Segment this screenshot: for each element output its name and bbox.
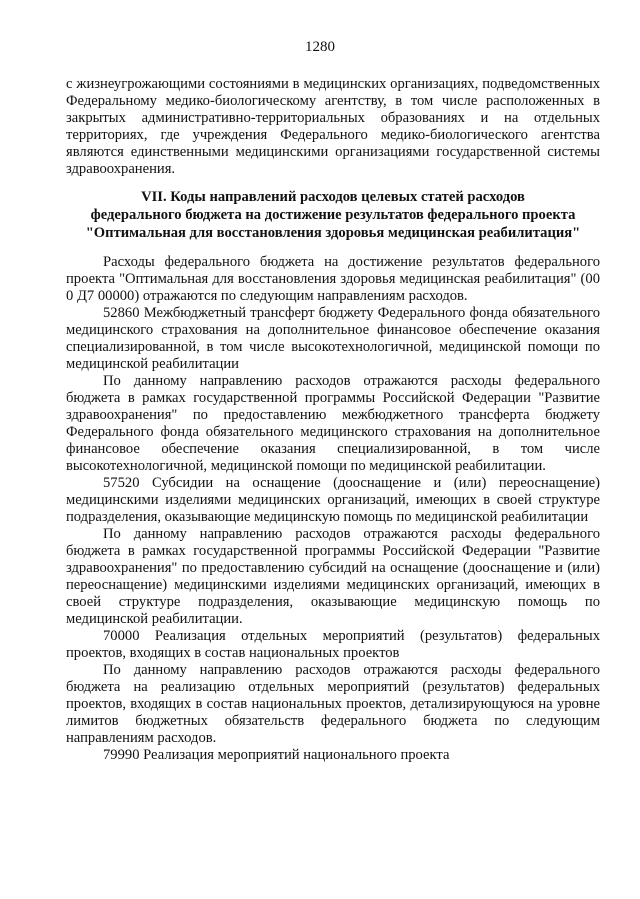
paragraph-code-57520-description: По данному направлению расходов отражаются расходы федерального бюджета в рамках государственной программы Российской Федерации "Развитие здравоохранения" по предоставлению субсидий на оснащение (дооснащение и (или) переоснащение) медицинскими изделиями медицинских организаций, имеющих в своей структуре подразделения, оказывающие медицинскую помощь по медицинской реабилитации. [66,526,600,627]
paragraph-code-70000-description: По данному направлению расходов отражаются расходы федерального бюджета на реализацию отдельных мероприятий (результатов) федеральных проектов, входящих в состав национальных проектов, детализирующуюся на уровне лимитов бюджетных обязательств федерального бюджета по следующим направлениям расходов. [66,662,600,746]
paragraph-code-79990: 79990 Реализация мероприятий национального проекта [103,747,450,763]
paragraph-code-70000: 70000 Реализация отдельных мероприятий (результатов) федеральных проектов, входящих в состав национальных проектов [66,628,600,661]
paragraph-code-52860-description: По данному направлению расходов отражаются расходы федерального бюджета в рамках государственной программы Российской Федерации "Развитие здравоохранения" по предоставлению межбюджетного трансферта бюджету Федерального фонда обязательного медицинского страхования на дополнительное финансовое обеспечение оказания специализированной, в том числе высокотехнологичной, медицинской помощи по медицинской реабилитации. [66,373,600,474]
paragraph-code-57520: 57520 Субсидии на оснащение (дооснащение и (или) переоснащение) медицинскими изделиями медицинских организаций, имеющих в своей структуре подразделения, оказывающие медицинскую помощь по медицинской реабилитации [66,475,600,525]
section-heading-line-2: федерального бюджета на достижение результатов федерального проекта [90,207,576,223]
paragraph-code-52860: 52860 Межбюджетный трансферт бюджету Федерального фонда обязательного медицинского страхования на дополнительное финансовое обеспечение оказания специализированной, в том числе высокотехнологичной, медицинской помощи по медицинской реабилитации [66,305,600,372]
section-heading-line-3: "Оптимальная для восстановления здоровья медицинская реабилитация" [85,225,581,241]
section-heading [66,188,600,242]
page-number: 1280 [305,39,335,55]
document-body [66,76,600,764]
paragraph-expenses-intro: Расходы федерального бюджета на достижение результатов федерального проекта "Оптимальная для восстановления здоровья медицинская реабилитация" (00 0 Д7 00000) отражаются по следующим направлениям расходов. [66,254,600,304]
intro-paragraph: с жизнеугрожающими состояниями в медицинских организациях, подведомственных Федеральному медико-биологическому агентству, в том числе расположенных в закрытых административно-территориальных образованиях и на отдельных территориях, где учреждения Федерального медико-биологического агентства являются единственными медицинскими организациями государственной системы здравоохранения. [66,76,600,177]
section-heading-line-1: VII. Коды направлений расходов целевых статей расходов [141,189,525,205]
